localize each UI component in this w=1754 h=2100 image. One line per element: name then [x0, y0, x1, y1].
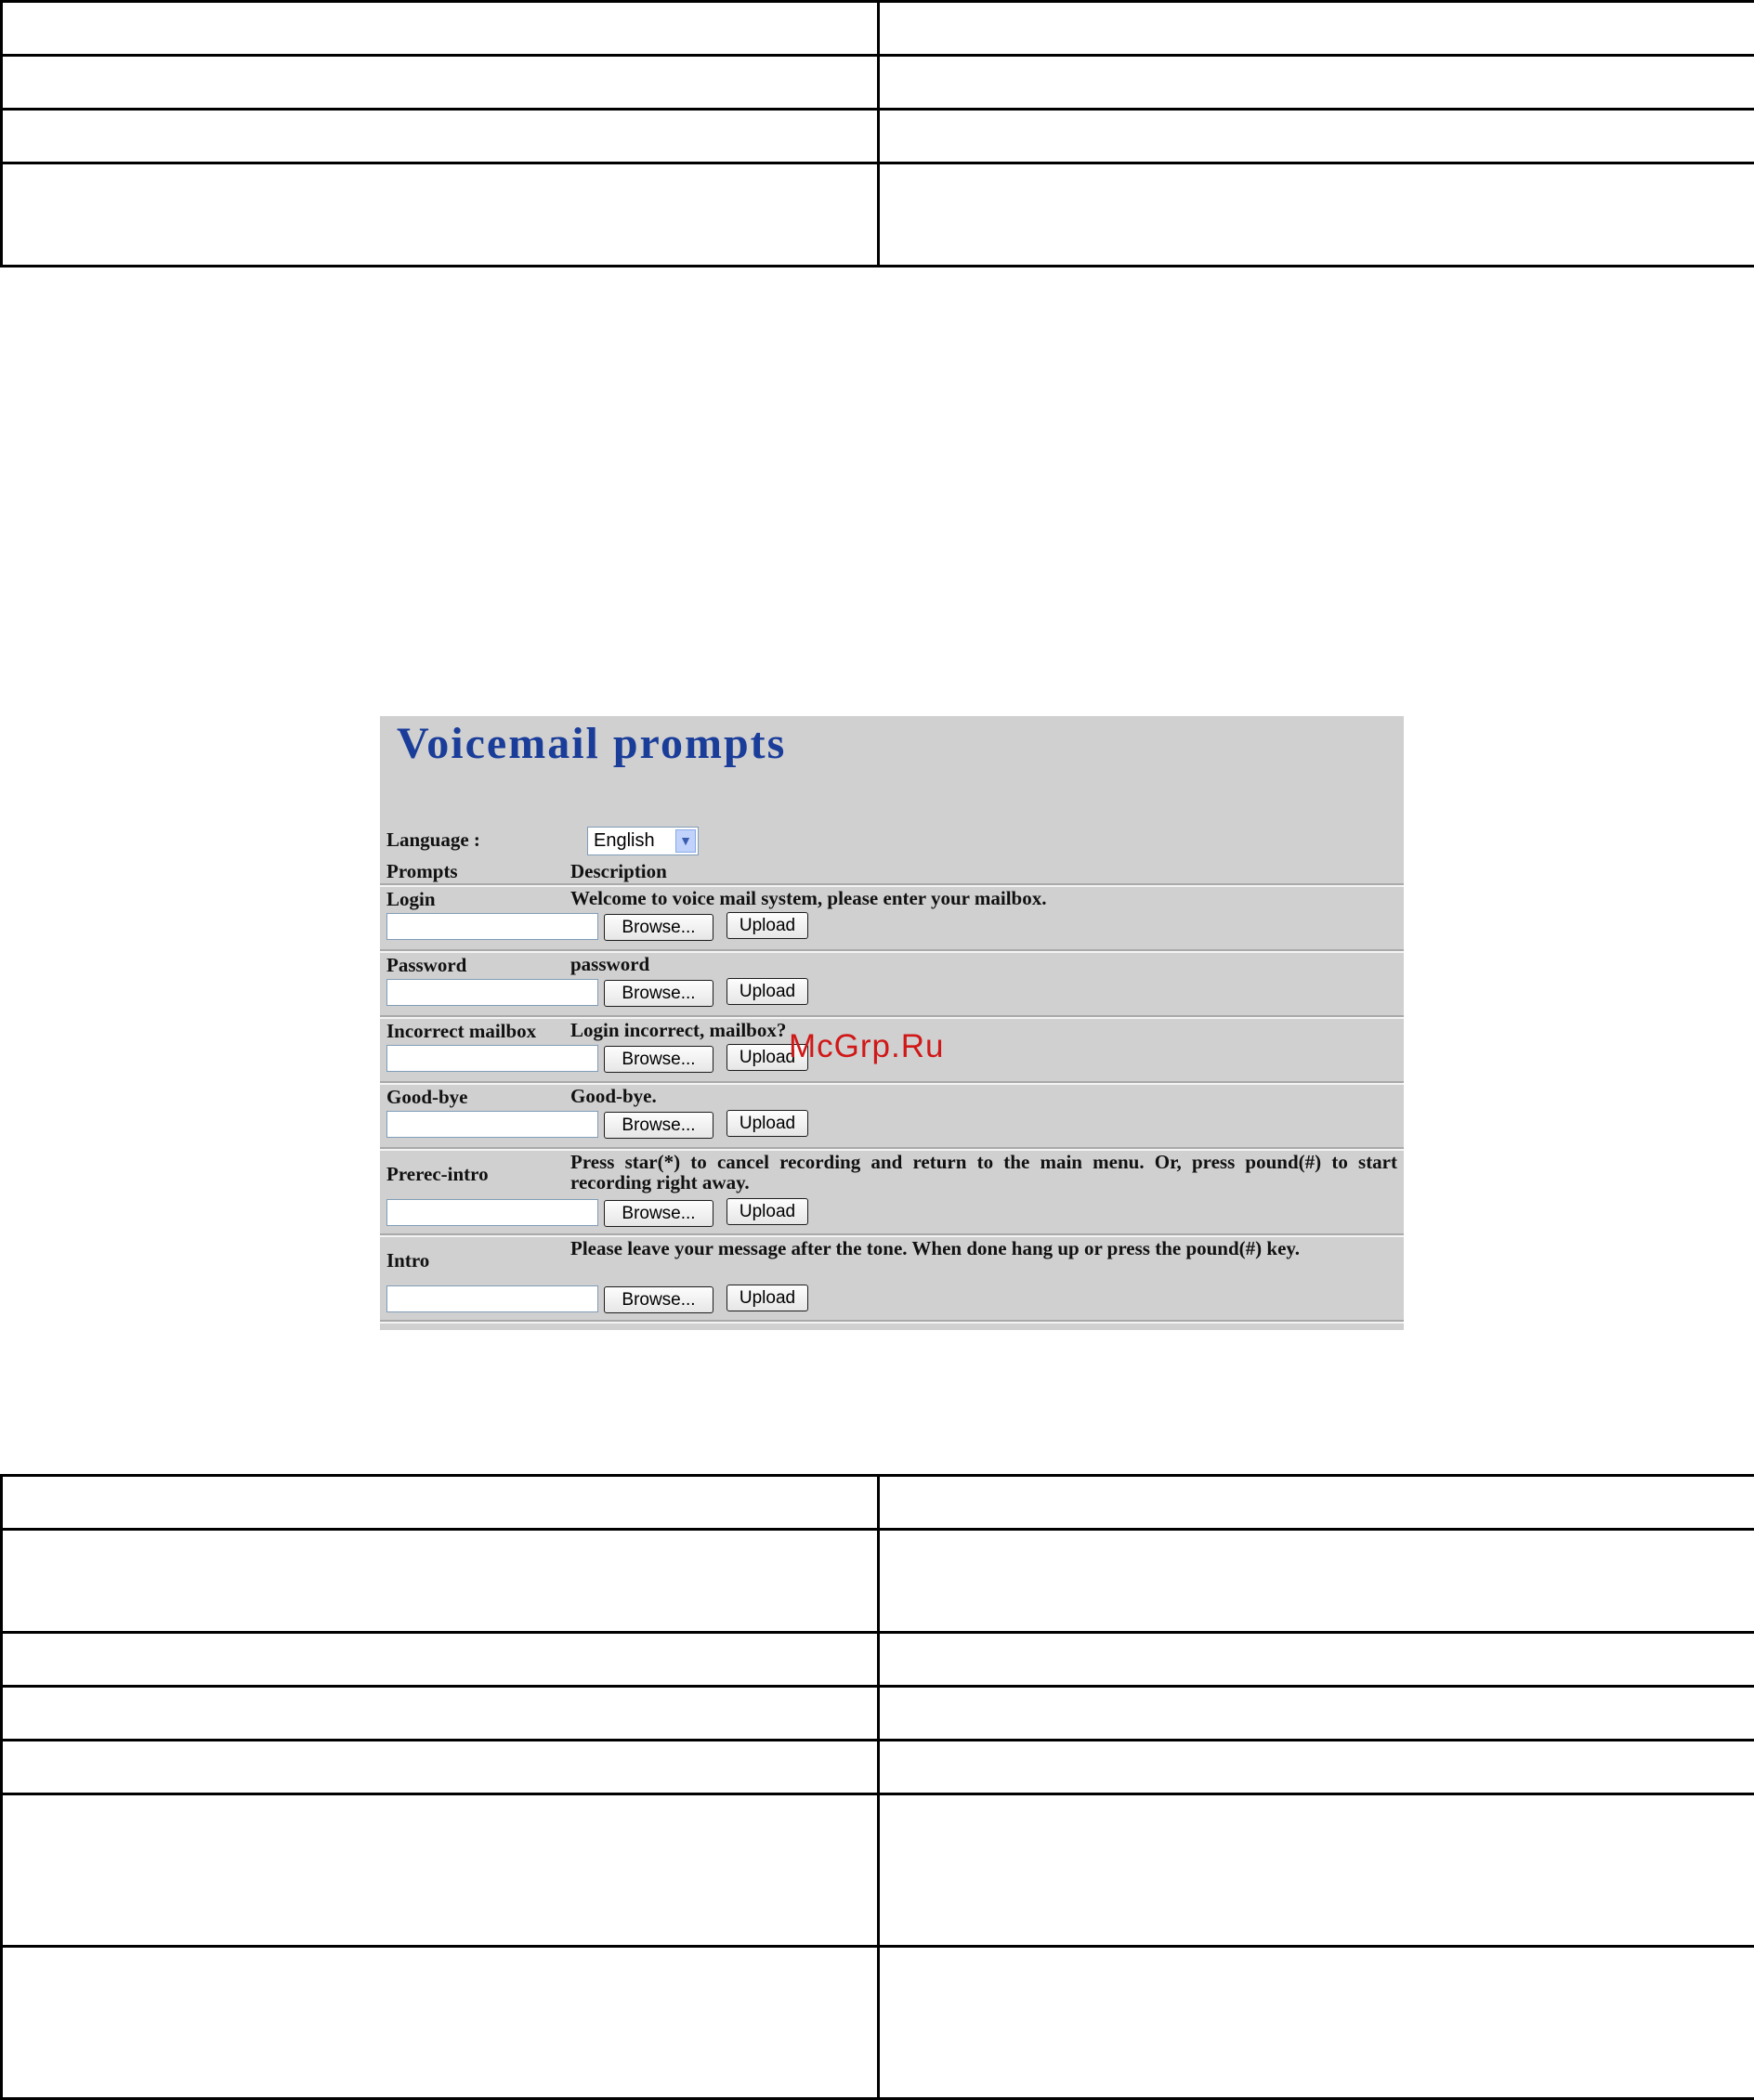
divider: [380, 1015, 1404, 1019]
table-cell: [879, 1741, 1754, 1794]
table-cell: [879, 2, 1754, 56]
browse-button[interactable]: Browse...: [604, 1046, 713, 1073]
prompt-description: Welcome to voice mail system, please enter your mailbox.: [570, 888, 1397, 908]
file-path-input[interactable]: [386, 979, 598, 1006]
bottom-table: [0, 1474, 1754, 2100]
prompts-column-header: Prompts: [386, 860, 458, 883]
upload-button[interactable]: Upload: [726, 1285, 808, 1311]
description-column-header: Description: [570, 860, 667, 883]
file-path-input[interactable]: [386, 1199, 598, 1226]
table-cell: [2, 1687, 879, 1741]
upload-button[interactable]: Upload: [726, 1110, 808, 1137]
table-cell: [879, 1633, 1754, 1687]
file-path-input[interactable]: [386, 1045, 598, 1072]
table-cell: [2, 56, 879, 110]
file-path-input[interactable]: [386, 1111, 598, 1138]
table-cell: [2, 1947, 879, 2099]
divider: [380, 1320, 1404, 1324]
table-cell: [2, 110, 879, 163]
prompt-name: Good-bye: [386, 1086, 468, 1109]
language-select[interactable]: [587, 827, 699, 855]
prompt-row-intro: [380, 1238, 1404, 1320]
page-title: Voicemail prompts: [397, 718, 786, 769]
table-cell: [2, 1741, 879, 1794]
browse-button[interactable]: Browse...: [604, 980, 713, 1007]
prompt-description: Please leave your message after the tone. When done hang up or press the pound(#) key.: [570, 1238, 1397, 1259]
browse-button[interactable]: Browse...: [604, 1200, 713, 1227]
table-cell: [879, 1476, 1754, 1530]
top-table: [0, 0, 1754, 267]
prompt-name: Prerec-intro: [386, 1163, 489, 1186]
upload-button[interactable]: Upload: [726, 912, 808, 939]
prompt-name: Intro: [386, 1249, 429, 1272]
table-cell: [879, 163, 1754, 267]
table-cell: [2, 1633, 879, 1687]
watermark: McGrp.Ru: [789, 1028, 944, 1065]
file-path-input[interactable]: [386, 1285, 598, 1312]
prompt-description: password: [570, 954, 1397, 974]
browse-button[interactable]: Browse...: [604, 1112, 713, 1139]
prompt-name: Login: [386, 888, 436, 911]
upload-button[interactable]: Upload: [726, 1198, 808, 1225]
table-cell: [879, 110, 1754, 163]
browse-button[interactable]: Browse...: [604, 914, 713, 941]
table-cell: [879, 1530, 1754, 1633]
language-label: Language :: [386, 828, 480, 852]
prompt-description: Press star(*) to cancel recording and return to the main menu. Or, press pound(#) to start recording right away.: [570, 1152, 1397, 1193]
prompt-row-login: [380, 888, 1404, 947]
prompt-name: Password: [386, 954, 466, 977]
prompt-row-prerec-intro: [380, 1152, 1404, 1233]
table-cell: [2, 1530, 879, 1633]
prompt-name: Incorrect mailbox: [386, 1020, 536, 1043]
file-path-input[interactable]: [386, 913, 598, 940]
upload-button[interactable]: Upload: [726, 978, 808, 1005]
upload-button[interactable]: Upload: [726, 1044, 808, 1071]
table-cell: [2, 1794, 879, 1947]
table-cell: [2, 2, 879, 56]
table-cell: [879, 56, 1754, 110]
chevron-down-icon[interactable]: ▼: [675, 829, 696, 853]
table-cell: [879, 1794, 1754, 1947]
table-cell: [2, 163, 879, 267]
prompt-description: Good-bye.: [570, 1086, 1397, 1106]
divider: [380, 1081, 1404, 1085]
prompt-row-good-bye: [380, 1086, 1404, 1145]
table-cell: [879, 1687, 1754, 1741]
language-select-value: English: [594, 830, 655, 852]
prompt-row-password: [380, 954, 1404, 1013]
browse-button[interactable]: Browse...: [604, 1286, 713, 1313]
table-cell: [879, 1947, 1754, 2099]
table-cell: [2, 1476, 879, 1530]
prompt-description: Login incorrect, mailbox?: [570, 1020, 1397, 1040]
divider: [380, 949, 1404, 953]
voicemail-prompts-panel: [380, 716, 1404, 1330]
